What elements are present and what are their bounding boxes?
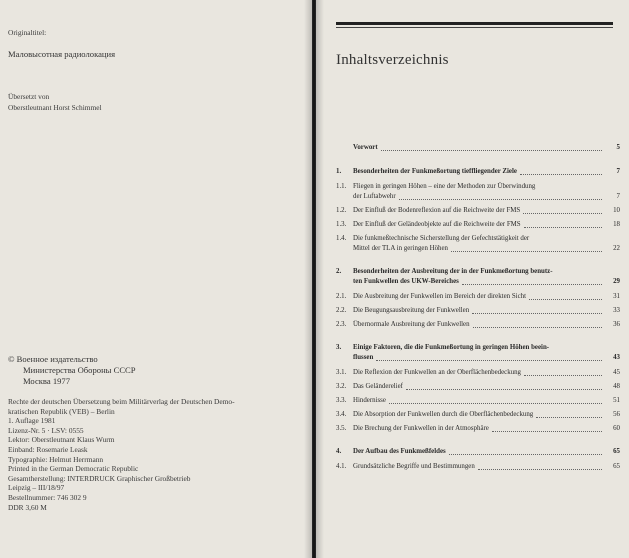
toc-entry-page: 51	[613, 397, 620, 404]
dot-leader	[478, 469, 602, 470]
toc-entry-number: 3.3.	[336, 397, 347, 404]
toc-entry	[336, 182, 620, 202]
toc-entry-title: Grundsätzliche Begriffe und Bestimmungen	[353, 463, 475, 470]
toc-entry-title: Übernormale Ausbreitung der Funkwellen	[353, 321, 470, 328]
toc-entry-page: 56	[613, 411, 620, 418]
publisher-city-year: Москва 1977	[23, 376, 71, 386]
imprint-line: Printed in the German Democratic Republic	[8, 464, 139, 474]
toc-entry	[336, 306, 620, 316]
toc-entry-number: 1.3.	[336, 221, 347, 228]
toc-entry-title: Fliegen in geringen Höhen – eine der Methoden zur Überwindung	[353, 183, 536, 190]
dot-leader	[381, 150, 602, 151]
toc-entry-page: 7	[616, 193, 620, 200]
toc-entry-title: Das Geländerelief	[353, 383, 403, 390]
toc-entry-page: 7	[616, 168, 620, 175]
toc-entry	[336, 267, 620, 287]
toc-entry-title: flussen	[353, 354, 374, 361]
toc-entry-title: Die Brechung der Funkwellen in der Atmosphäre	[353, 425, 489, 432]
toc-entry	[336, 206, 620, 216]
imprint-line: Lizenz-Nr. 5 · LSV: 0555	[8, 425, 84, 435]
toc-entry-number: 2.3.	[336, 321, 347, 328]
left-page	[0, 0, 312, 558]
toc-entry-number: 3.2.	[336, 383, 347, 390]
dot-leader	[524, 375, 602, 376]
toc-entry-number: 3.4.	[336, 411, 347, 418]
dot-leader	[520, 174, 602, 175]
toc-entry-title: Die Reflexion der Funkwellen an der Oberflächenbedeckung	[353, 369, 521, 376]
publisher-copyright: © Военное издательство	[8, 354, 98, 364]
toc-entry	[336, 220, 620, 230]
toc-entry-page: 60	[613, 425, 620, 432]
toc-entry-number: 3.1.	[336, 369, 347, 376]
dot-leader	[399, 199, 602, 200]
toc-entry	[336, 396, 620, 406]
toc-entry-number: 2.1.	[336, 293, 347, 300]
toc-entry-page: 45	[613, 369, 620, 376]
toc-entry-page: 48	[613, 383, 620, 390]
dot-leader	[376, 360, 602, 361]
original-title-label: Originaltitel:	[8, 28, 47, 37]
top-rule	[336, 22, 613, 25]
toc-entry-number: 3.	[336, 344, 342, 351]
toc-entry-title: Einige Faktoren, die die Funkmeßortung in geringen Höhen beein-	[353, 344, 550, 351]
dot-leader	[536, 417, 602, 418]
dot-leader	[449, 454, 602, 455]
dot-leader	[523, 213, 602, 214]
dot-leader	[462, 284, 602, 285]
toc-entry-title: Der Einfluß der Bodenreflexion auf die Reichweite der FMS	[353, 207, 521, 214]
toc-entry-title: der Luftabwehr	[353, 193, 396, 200]
toc-entry-title: Die Ausbreitung der Funkwellen im Bereich der direkten Sicht	[353, 293, 526, 300]
toc-entry-title: Vorwort	[353, 144, 378, 151]
toc-entry-title: Hindernisse	[353, 397, 386, 404]
toc-entry-number: 1.1.	[336, 183, 347, 190]
dot-leader	[529, 299, 602, 300]
toc-list	[336, 143, 620, 472]
toc-entry-page: 29	[613, 278, 620, 285]
toc-entry-title: ten Funkwellen des UKW-Bereiches	[353, 278, 459, 285]
imprint-line: DDR 3,60 M	[8, 502, 47, 512]
toc-entry-page: 65	[613, 448, 620, 455]
translator-label: Übersetzt von	[8, 92, 50, 101]
toc-entry-page: 18	[613, 221, 620, 228]
imprint-line: Lektor: Oberstleutnant Klaus Wurm	[8, 435, 115, 445]
toc-entry-title: Mittel der TLA in geringen Höhen	[353, 245, 448, 252]
toc-entry-number: 1.	[336, 168, 342, 175]
imprint-line: Gesamtherstellung: INTERDRUCK Graphischer Großbetrieb	[8, 473, 191, 483]
toc-entry-title: Die Beugungsausbreitung der Funkwellen	[353, 307, 470, 314]
imprint-block	[8, 397, 235, 512]
translator-name: Oberstleutnant Horst Schimmel	[8, 103, 102, 112]
top-rule-thin	[336, 27, 613, 28]
toc-entry	[336, 234, 620, 254]
toc-title: Inhaltsverzeichnis	[336, 52, 449, 68]
toc-entry-page: 36	[613, 321, 620, 328]
toc-entry	[336, 424, 620, 434]
toc-entry	[336, 382, 620, 392]
toc-entry	[336, 447, 620, 457]
toc-entry-number: 2.	[336, 268, 342, 275]
toc-entry-page: 65	[613, 463, 620, 470]
toc-entry-title: Besonderheiten der Funkmeßortung tieffliegender Ziele	[353, 168, 517, 175]
page-shadow	[304, 0, 312, 558]
original-title: Маловысотная радиолокация	[8, 49, 116, 59]
imprint-line: 1. Auflage 1981	[8, 416, 56, 426]
toc-entry	[336, 143, 620, 153]
toc-entry-page: 5	[616, 144, 620, 151]
toc-entry-page: 33	[613, 307, 620, 314]
toc-entry-title: Der Einfluß der Geländeobjekte auf die Reichweite der FMS	[353, 221, 521, 228]
toc-entry-title: Die funkmeßtechnische Sicherstellung der Gefechtstätigkeit der	[353, 235, 530, 242]
dot-leader	[492, 431, 602, 432]
imprint-line: Typographie: Helmut Herrmann	[8, 454, 104, 464]
toc-entry-number: 4.	[336, 448, 342, 455]
dot-leader	[472, 313, 602, 314]
toc-entry-title: Die Absorption der Funkwellen durch die Oberflächenbedeckung	[353, 411, 534, 418]
toc-entry	[336, 167, 620, 177]
toc-entry-number: 3.5.	[336, 425, 347, 432]
toc-entry-title: Der Aufbau des Funkmeßfeldes	[353, 448, 446, 455]
toc-entry	[336, 368, 620, 378]
toc-entry-number: 1.4.	[336, 235, 347, 242]
imprint-line: Rechte der deutschen Übersetzung beim Militärverlag der Deutschen Demo-	[8, 397, 235, 406]
toc-entry	[336, 320, 620, 330]
page-shadow	[316, 0, 324, 558]
toc-entry	[336, 343, 620, 363]
toc-entry-page: 31	[613, 293, 620, 300]
dot-leader	[524, 227, 602, 228]
dot-leader	[451, 251, 602, 252]
toc-entry-number: 1.2.	[336, 207, 347, 214]
publisher-ministry: Министерства Обороны СССР	[23, 365, 136, 375]
toc-entry-page: 22	[613, 245, 620, 252]
toc-entry-page: 10	[613, 207, 620, 214]
dot-leader	[406, 389, 602, 390]
toc-entry-number: 4.1.	[336, 463, 347, 470]
dot-leader	[389, 403, 602, 404]
dot-leader	[473, 327, 602, 328]
toc-entry-page: 43	[613, 354, 620, 361]
toc-entry	[336, 410, 620, 420]
toc-entry-title: Besonderheiten der Ausbreitung der in der Funkmeßortung benutz-	[353, 268, 553, 275]
toc-entry	[336, 292, 620, 302]
toc-entry-number: 2.2.	[336, 307, 347, 314]
imprint-line: Bestellnummer: 746 302 9	[8, 492, 87, 502]
toc-entry	[336, 462, 620, 472]
imprint-line: kratischen Republik (VEB) – Berlin	[8, 406, 115, 416]
imprint-line: Leipzig – III/18/97	[8, 483, 65, 493]
right-page	[316, 0, 629, 558]
imprint-line: Einband: Rosemarie Leask	[8, 444, 88, 454]
